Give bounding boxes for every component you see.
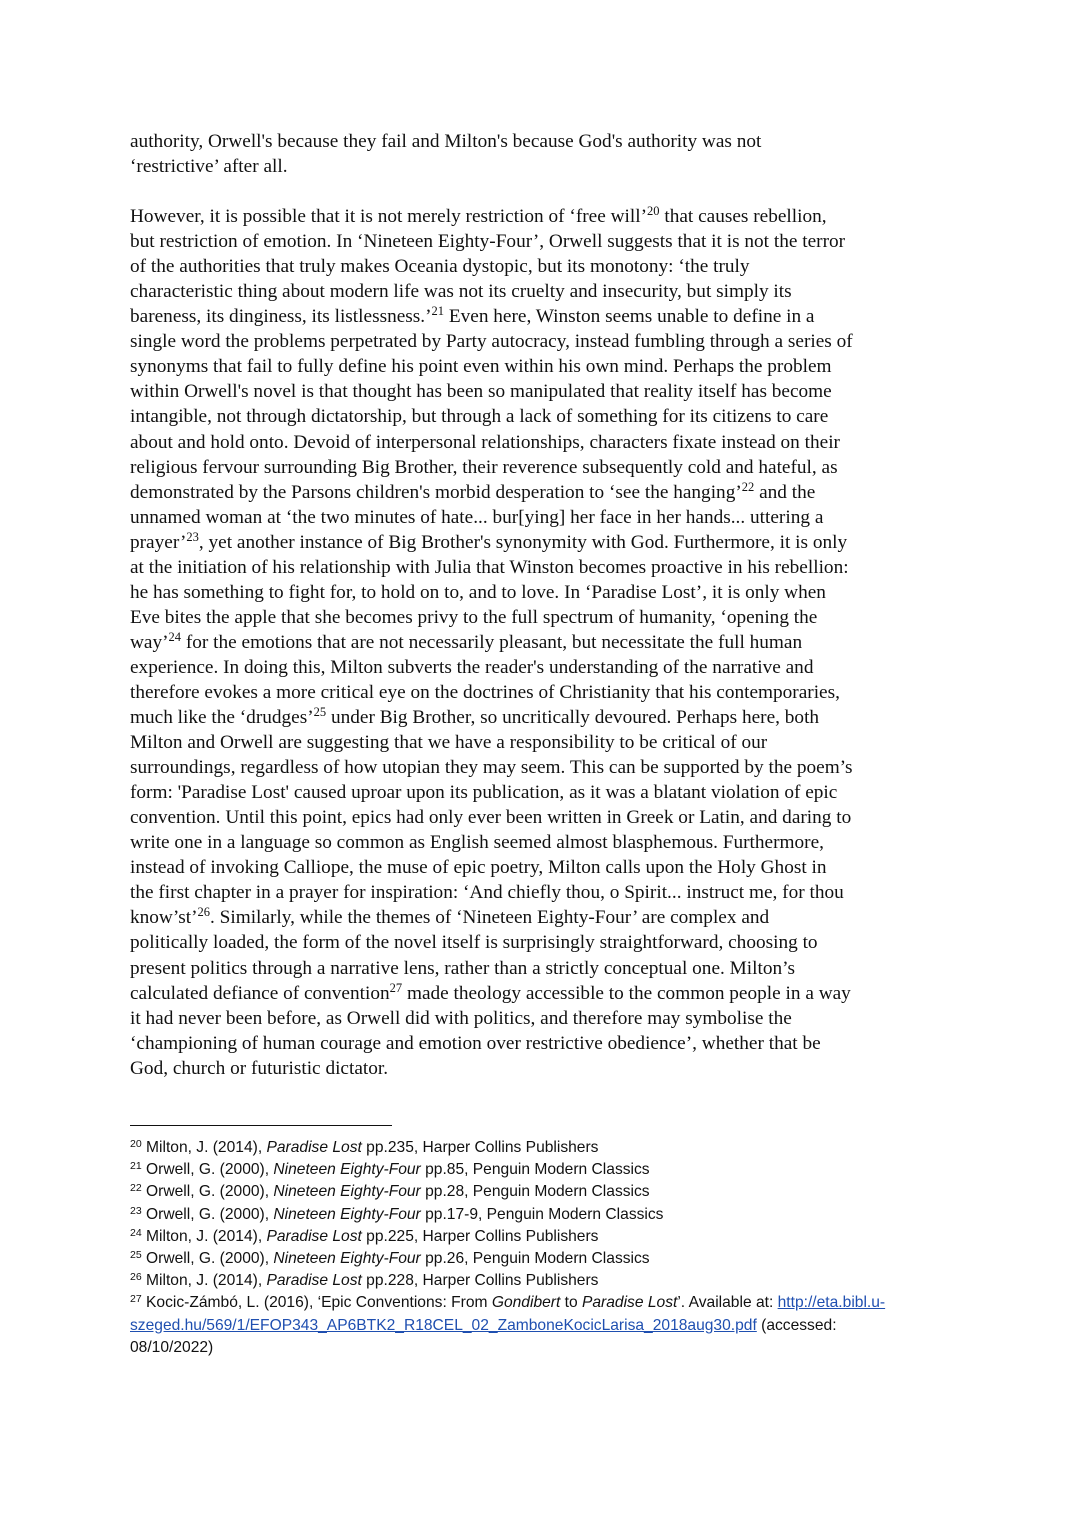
- text-run: know’st’: [130, 907, 198, 929]
- text-line: [130, 430, 960, 455]
- footnote-line: [130, 1248, 960, 1270]
- text-run: to: [560, 1294, 582, 1312]
- text-run: he has something to fight for, to hold on to, and to love. In ‘Paradise Lost’, it is only when: [130, 581, 826, 603]
- text-run: pp.85, Penguin Modern Classics: [420, 1161, 650, 1179]
- text-line: [130, 630, 960, 655]
- text-line: [130, 805, 960, 830]
- text-run: God, church or futuristic dictator.: [130, 1057, 389, 1079]
- text-run: at the initiation of his relationship with Julia that Winston becomes proactive in his rebellion:: [130, 556, 849, 578]
- text-run: pp.228, Harper Collins Publishers: [361, 1272, 599, 1290]
- footnote-line: [130, 1159, 960, 1181]
- text-run: Milton and Orwell are suggesting that we have a responsibility to be critical of our: [130, 732, 768, 754]
- text-line: [130, 956, 960, 981]
- text-run: way’: [130, 631, 169, 653]
- text-run: , yet another instance of Big Brother's synonymity with God. Furthermore, it is only: [198, 531, 848, 553]
- work-title: Paradise Lost: [581, 1294, 678, 1312]
- work-title: Paradise Lost: [266, 1227, 362, 1245]
- text-run: characteristic thing about modern life was not its cruelty and insecurity, but simply its: [130, 281, 792, 303]
- text-line: [130, 905, 960, 930]
- footnote-line: [130, 1315, 960, 1337]
- paragraph-1: [130, 129, 960, 179]
- footnote-marker: 25: [313, 705, 327, 720]
- text-run: . Similarly, while the themes of ‘Nineteen Eighty-Four’ are complex and: [209, 907, 770, 929]
- text-run: Orwell, G. (2000),: [141, 1161, 274, 1179]
- text-run: ‘championing of human courage and emotion over restrictive obedience’, whether that be: [130, 1032, 821, 1054]
- work-title: Nineteen Eighty-Four: [273, 1205, 421, 1223]
- text-line: [130, 455, 960, 480]
- text-run: write one in a language so common as English seemed almost blasphemous. Furthermore,: [130, 832, 824, 854]
- source-link[interactable]: http://eta.bibl.u-: [777, 1294, 886, 1312]
- text-run: present politics through a narrative lens, rather than a strictly conceptual one. Milton’s: [130, 957, 796, 979]
- text-line: [130, 204, 960, 229]
- text-run: experience. In doing this, Milton subverts the reader's understanding of the narrative and: [130, 656, 814, 678]
- footnote-line: [130, 1226, 960, 1248]
- text-line: [130, 129, 960, 154]
- text-run: Orwell, G. (2000),: [141, 1183, 274, 1201]
- text-run: made theology accessible to the common people in a way: [402, 982, 851, 1004]
- text-line: [130, 1031, 960, 1056]
- text-run: Milton, J. (2014),: [141, 1227, 267, 1245]
- text-run: demonstrated by the Parsons children's morbid desperation to ‘see the hanging’: [130, 481, 742, 503]
- text-run: convention. Until this point, epics had only ever been written in Greek or Latin, and daring to: [130, 807, 852, 829]
- text-run: ’. Available at:: [677, 1294, 778, 1312]
- text-run: Even here, Winston seems unable to define in a: [444, 306, 815, 328]
- text-run: pp.225, Harper Collins Publishers: [361, 1227, 599, 1245]
- text-run: ‘restrictive’ after all.: [130, 156, 288, 178]
- text-line: [130, 580, 960, 605]
- footnote-line: [130, 1137, 960, 1159]
- text-line: [130, 229, 960, 254]
- footnote-line: [130, 1337, 960, 1359]
- text-run: instead of invoking Calliope, the muse of epic poetry, Milton calls upon the Holy Ghost in: [130, 857, 827, 879]
- work-title: Nineteen Eighty-Four: [273, 1183, 421, 1201]
- text-line: [130, 1006, 960, 1031]
- footnote-separator: [130, 1125, 392, 1126]
- text-run: but restriction of emotion. In ‘Nineteen Eighty-Four’, Orwell suggests that it is not the terror: [130, 231, 846, 253]
- footnotes: [130, 1137, 960, 1359]
- text-line: [130, 304, 960, 329]
- text-line: [130, 830, 960, 855]
- paragraph-2: [130, 204, 960, 1081]
- text-line: [130, 730, 960, 755]
- footnote-marker: 26: [197, 905, 210, 920]
- text-run: calculated defiance of convention: [130, 982, 390, 1004]
- essay-body: [130, 129, 960, 1081]
- text-run: for the emotions that are not necessarily pleasant, but necessitate the full human: [181, 631, 803, 653]
- footnote-marker: 23: [130, 1204, 142, 1217]
- source-link[interactable]: szeged.hu/569/1/EFOP343_AP6BTK2_R18CEL_02_ZamboneKocicLarisa_2018aug30.pdf: [130, 1316, 757, 1334]
- text-run: form: 'Paradise Lost' caused uproar upon its publication, as it was a blatant violation of epic: [130, 782, 838, 804]
- text-run: and the: [754, 481, 816, 503]
- text-run: Milton, J. (2014),: [141, 1272, 267, 1290]
- footnote-marker: 25: [130, 1249, 142, 1262]
- text-line: [130, 530, 960, 555]
- text-run: Orwell, G. (2000),: [141, 1205, 274, 1223]
- footnote-line: [130, 1204, 960, 1226]
- text-line: [130, 555, 960, 580]
- text-line: [130, 755, 960, 780]
- text-run: much like the ‘drudges’: [130, 707, 314, 729]
- footnote-line: [130, 1270, 960, 1292]
- text-run: politically loaded, the form of the novel itself is surprisingly straightforward, choosing to: [130, 932, 818, 954]
- text-run: (accessed:: [756, 1316, 837, 1334]
- text-run: of the authorities that truly makes Oceania dystopic, but its monotony: ‘the truly: [130, 256, 750, 278]
- text-line: [130, 1056, 960, 1081]
- text-run: prayer’: [130, 531, 187, 553]
- text-run: Eve bites the apple that she becomes privy to the full spectrum of humanity, ‘opening the: [130, 606, 818, 628]
- text-run: authority, Orwell's because they fail and Milton's because God's authority was not: [130, 131, 762, 152]
- text-line: [130, 855, 960, 880]
- text-run: unnamed woman at ‘the two minutes of hate... bur[ying] her face in her hands... uttering a: [130, 506, 824, 528]
- text-line: [130, 981, 960, 1006]
- footnote-marker: 27: [389, 980, 403, 995]
- text-run: religious fervour surrounding Big Brother, their reverence subsequently cold and hateful, as: [130, 456, 838, 478]
- text-line: [130, 705, 960, 730]
- text-line: [130, 279, 960, 304]
- text-line: [130, 505, 960, 530]
- work-title: Nineteen Eighty-Four: [273, 1250, 421, 1268]
- text-line: [130, 254, 960, 279]
- text-run: Orwell, G. (2000),: [141, 1250, 274, 1268]
- text-run: Kocic-Zámbó, L. (2016), ‘Epic Conventions: From: [141, 1294, 492, 1312]
- footnote-line: [130, 1181, 960, 1203]
- text-line: [130, 780, 960, 805]
- footnote-marker: 27: [130, 1293, 142, 1306]
- text-run: intangible, not through dictatorship, but through a lack of something for its citizens to care: [130, 406, 829, 428]
- footnote-marker: 23: [186, 529, 199, 544]
- text-line: [130, 680, 960, 705]
- work-title: Paradise Lost: [266, 1272, 362, 1290]
- text-run: surroundings, regardless of how utopian they may seem. This can be supported by the poem’s: [130, 757, 853, 779]
- text-line: [130, 354, 960, 379]
- footnote-marker: 21: [130, 1160, 142, 1173]
- text-run: However, it is possible that it is not merely restriction of ‘free will’: [130, 206, 648, 228]
- footnote-marker: 22: [741, 479, 755, 494]
- text-line: [130, 404, 960, 429]
- text-run: that causes rebellion,: [659, 206, 827, 228]
- footnote-marker: 22: [130, 1182, 142, 1195]
- text-line: [130, 930, 960, 955]
- footnote-marker: 24: [168, 629, 182, 644]
- footnote-marker: 24: [130, 1226, 142, 1239]
- text-line: [130, 154, 960, 179]
- text-run: synonyms that fail to fully define his point even within his own mind. Perhaps the problem: [130, 356, 832, 378]
- text-run: therefore evokes a more critical eye on the doctrines of Christianity that his contemporaries,: [130, 681, 840, 703]
- text-run: pp.28, Penguin Modern Classics: [420, 1183, 650, 1201]
- text-run: within Orwell's novel is that thought has been so manipulated that reality itself has become: [130, 381, 832, 403]
- text-run: 08/10/2022): [130, 1338, 214, 1356]
- work-title: Nineteen Eighty-Four: [273, 1161, 421, 1179]
- text-run: Milton, J. (2014),: [141, 1139, 267, 1156]
- text-line: [130, 480, 960, 505]
- text-line: [130, 880, 960, 905]
- footnote-marker: 26: [130, 1271, 142, 1284]
- text-run: it had never been before, as Orwell did with politics, and therefore may symbolise the: [130, 1007, 792, 1029]
- footnote-marker: 20: [647, 204, 660, 219]
- footnote-marker: 20: [130, 1138, 142, 1150]
- text-line: [130, 379, 960, 404]
- text-run: pp.17-9, Penguin Modern Classics: [420, 1205, 664, 1223]
- text-line: [130, 655, 960, 680]
- text-run: single word the problems perpetrated by Party autocracy, instead fumbling through a series of: [130, 331, 853, 353]
- footnote-marker: 21: [431, 304, 445, 319]
- text-run: pp.26, Penguin Modern Classics: [420, 1250, 650, 1268]
- text-run: the first chapter in a prayer for inspiration: ‘And chiefly thou, o Spirit... instruct me, for thou: [130, 882, 844, 904]
- text-run: under Big Brother, so uncritically devoured. Perhaps here, both: [326, 707, 820, 729]
- footnote-line: [130, 1292, 960, 1314]
- work-title: Paradise Lost: [266, 1139, 362, 1156]
- text-run: bareness, its dinginess, its listlessness.’: [130, 306, 432, 328]
- text-run: pp.235, Harper Collins Publishers: [361, 1139, 599, 1156]
- text-run: about and hold onto. Devoid of interpersonal relationships, characters fixate instead on their: [130, 431, 840, 453]
- text-line: [130, 329, 960, 354]
- work-title: Gondibert: [491, 1294, 561, 1312]
- text-line: [130, 605, 960, 630]
